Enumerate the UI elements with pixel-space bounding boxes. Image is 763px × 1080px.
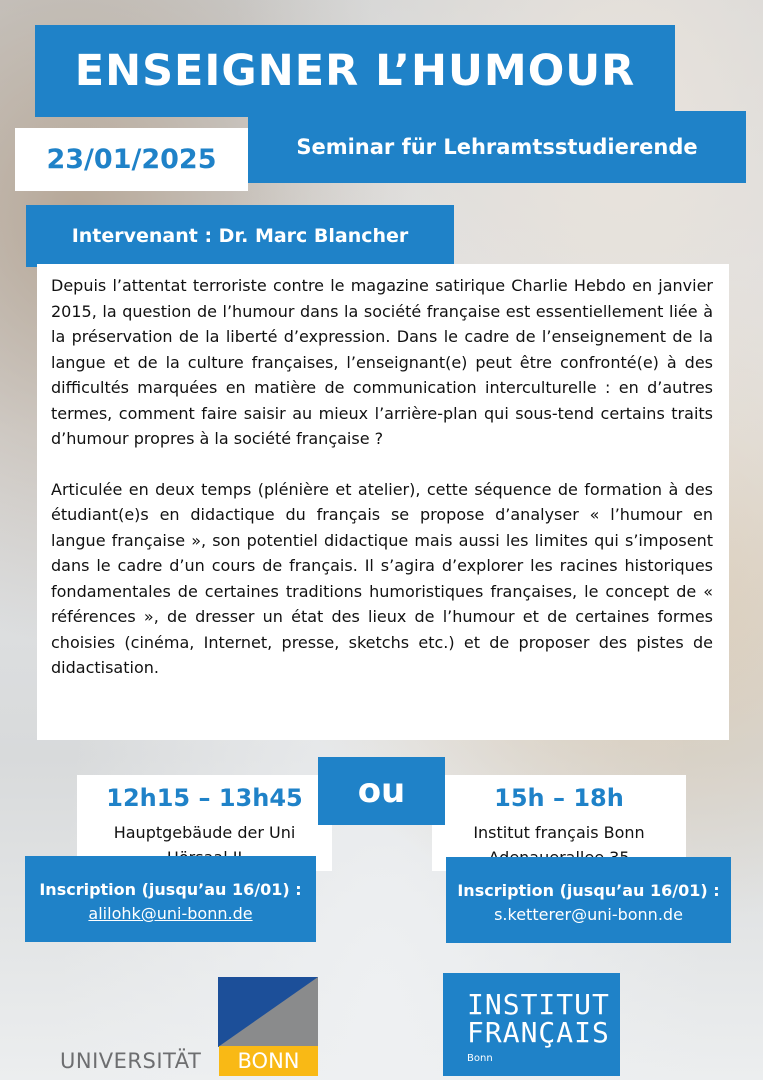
title-banner [35, 25, 675, 117]
registration-email: s.ketterer@uni-bonn.de [494, 905, 683, 924]
date-banner [15, 128, 248, 191]
speaker-name: Intervenant : Dr. Marc Blancher [71, 225, 409, 247]
session-location: Hauptgebäude der Uni [113, 823, 296, 842]
institut-logo-city: Bonn [467, 1053, 493, 1064]
description-paragraph-2: Articulée en deux temps (plénière et atelier), cette séquence de formation à des étudiant(e)s en didactique du français se propose d’analyser « l’humour en langue française », son potentiel didactique mais aussi les limites qui s’imposent dans le cadre d’un cours de français. Il s’agira d’explorer les racines historiques fondamentales de certaines traditions humoristiques françaises, le concept de « références », de dresser un état des lieux de l’humour et de certaines formes choisies (cinéma, Internet, presse, sketchs etc.) et de proposer des pistes de didactisation. [51, 479, 713, 677]
subtitle-banner [248, 111, 746, 183]
subtitle: Seminar für Lehramtsstudierende [296, 135, 698, 159]
registration-email-link[interactable]: alilohk@uni-bonn.de [88, 904, 253, 923]
session-location: Institut français Bonn [473, 823, 645, 842]
institut-francais-logo [443, 973, 620, 1076]
event-date: 23/01/2025 [46, 144, 217, 175]
or-label: ou [357, 771, 406, 811]
registration-box-afternoon [446, 857, 731, 943]
institut-logo-line-1: INSTITUT [467, 988, 610, 1021]
university-logo-emblem-icon [218, 977, 318, 1047]
university-wordmark: UNIVERSITÄT [60, 1049, 202, 1073]
description-box [37, 264, 729, 740]
speaker-banner [26, 205, 454, 267]
session-time: 12h15 – 13h45 [106, 784, 303, 812]
session-time: 15h – 18h [494, 784, 624, 812]
registration-box-morning [25, 856, 316, 942]
institut-logo-line-2: FRANÇAIS [467, 1016, 610, 1049]
or-separator [318, 757, 445, 825]
university-city-badge: BONN [219, 1046, 318, 1076]
registration-label: Inscription (jusqu’au 16/01) : [39, 880, 302, 899]
registration-label: Inscription (jusqu’au 16/01) : [457, 881, 720, 900]
page-title: ENSEIGNER L’HUMOUR [74, 46, 636, 96]
university-bonn-logo [60, 977, 318, 1077]
description-paragraph-1: Depuis l’attentat terroriste contre le magazine satirique Charlie Hebdo en janvier 2015, la question de l’humour dans la société française est essentiellement liée à la préservation de la liberté d’expression. Dans le cadre de l’enseignement de la langue et de la culture françaises, l’enseignant(e) peut être confronté(e) à des difficultés marquées en matière de communication interculturelle : en d’autres termes, comment faire saisir au mieux l’arrière-plan qui sous-tend certains traits d’humour propres à la société française ? [51, 276, 713, 448]
